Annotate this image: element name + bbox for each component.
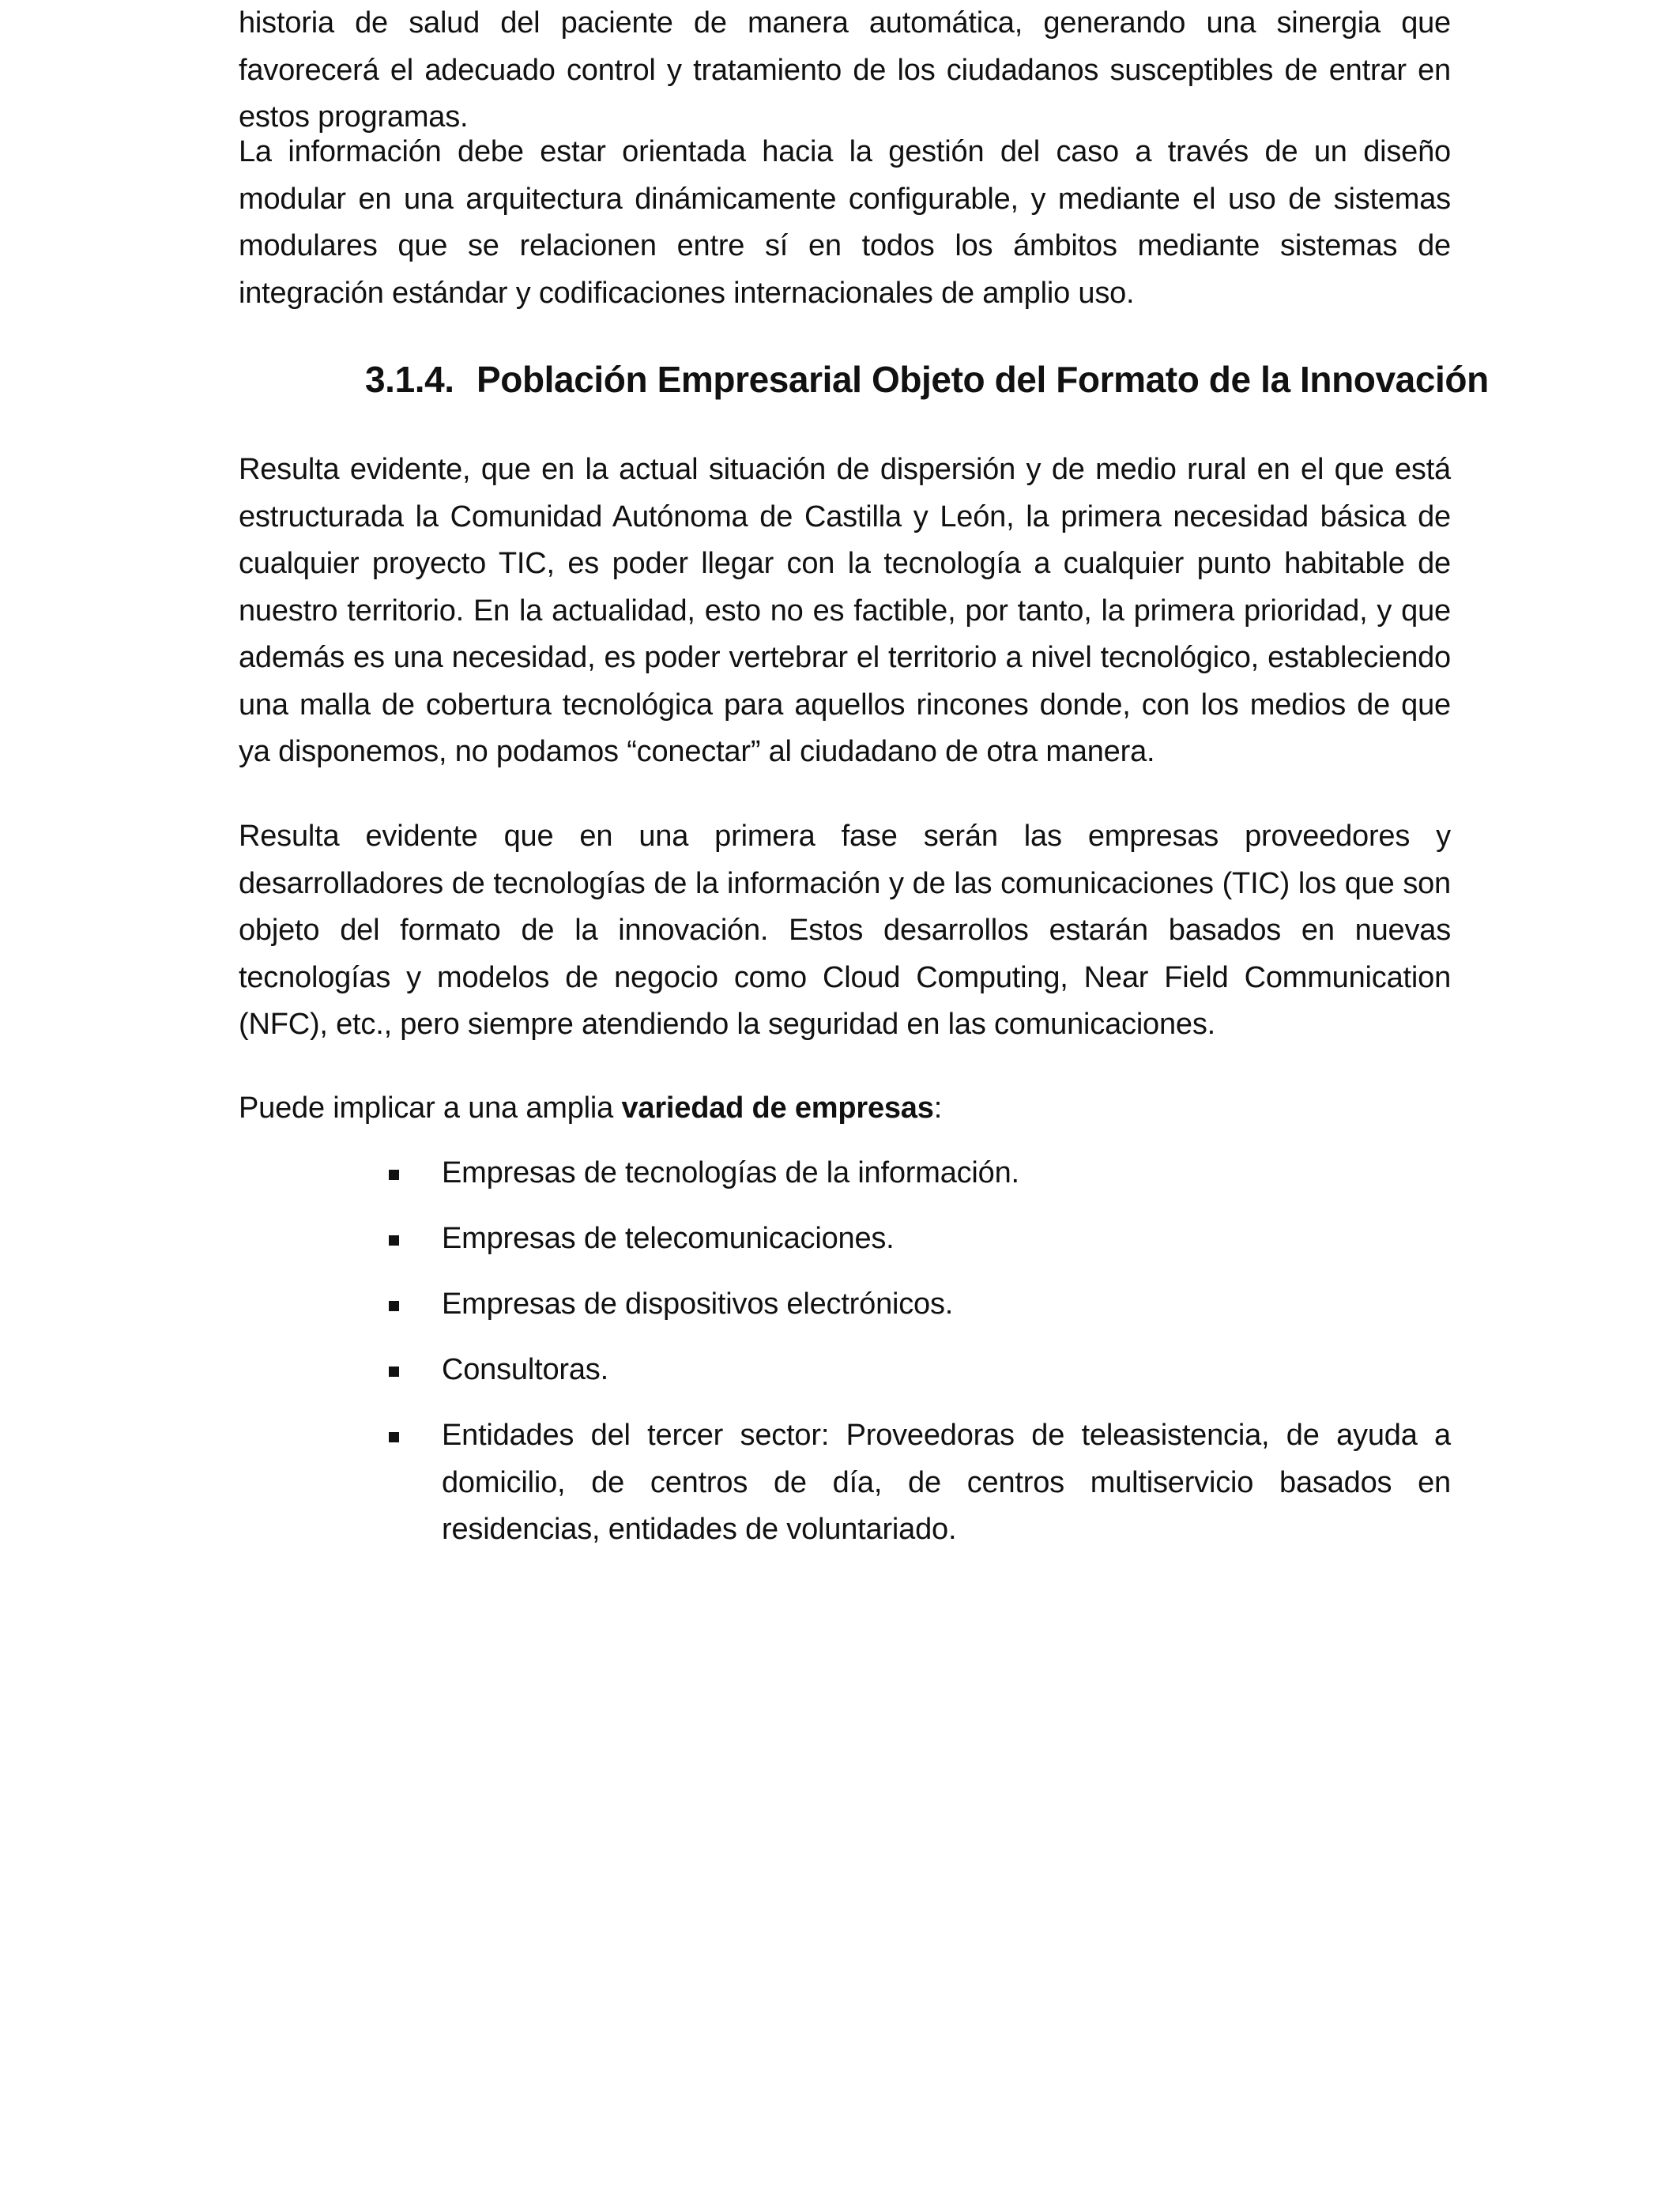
paragraph-historia-salud: historia de salud del paciente de manera automática, generando una sinergia que favorecerá el adecuado control y tratamiento de los ciudadanos susceptibles de entrar en estos programas.	[239, 6, 1451, 134]
paragraph-variedad-empresas	[239, 1085, 942, 1133]
list-item	[239, 1412, 1451, 1554]
square-bullet-icon	[389, 1367, 399, 1377]
square-bullet-icon	[389, 1170, 399, 1180]
bold-text: variedad de empresas	[621, 1091, 934, 1125]
list-item-text: Empresas de telecomunicaciones.	[442, 1222, 895, 1255]
section-heading-3-1-4	[365, 353, 1489, 405]
list-item-text: Entidades del tercer sector: Proveedoras de teleasistencia, de ayuda a domicilio, de centros de día, de centros multiservicio basados en residencias, entidades de voluntariado.	[442, 1419, 1451, 1546]
square-bullet-icon	[389, 1432, 399, 1442]
intro-text: Puede implicar a una amplia	[239, 1091, 622, 1125]
list-item	[239, 1216, 1451, 1263]
paragraph-primera-fase: Resulta evidente que en una primera fase serán las empresas proveedores y desarrolladores de tecnologías de la información y de las comunicaciones (TIC) los que son objeto del formato de la innovación. Estos desarrollos estarán basados en nuevas tecnologías y modelos de negocio como Cloud Computing, Near Field Communication (NFC), etc., pero siempre atendiendo la seguridad en las comunicaciones.	[239, 820, 1451, 1041]
empresas-bullet-list	[239, 1150, 1451, 1572]
paragraph-informacion-orientada: La información debe estar orientada hacia la gestión del caso a través de un diseño modular en una arquitectura dinámicamente configurable, y mediante el uso de sistemas modulares que se relacionen entre sí en todos los ámbitos mediante sistemas de integración estándar y codificaciones internacionales de amplio uso.	[239, 135, 1451, 310]
list-item-text: Empresas de tecnologías de la información.	[442, 1156, 1019, 1189]
list-item	[239, 1347, 1451, 1394]
section-title: Población Empresarial Objeto del Formato de la Innovación	[477, 359, 1489, 400]
list-item	[239, 1150, 1451, 1197]
section-number: 3.1.4.	[365, 359, 454, 400]
list-item-text: Consultoras.	[442, 1353, 608, 1386]
paragraph-dispersion-rural: Resulta evidente, que en la actual situación de dispersión y de medio rural en el que está estructurada la Comunidad Autónoma de Castilla y León, la primera necesidad básica de cualquier proyecto TIC, es poder llegar con la tecnología a cualquier punto habitable de nuestro territorio. En la actualidad, esto no es factible, por tanto, la primera prioridad, y que además es una necesidad, es poder vertebrar el territorio a nivel tecnológico, estableciendo una malla de cobertura tecnológica para aquellos rincones donde, con los medios de que ya disponemos, no podamos “conectar” al ciudadano de otra manera.	[239, 453, 1451, 768]
list-item-text: Empresas de dispositivos electrónicos.	[442, 1287, 954, 1321]
list-item	[239, 1281, 1451, 1329]
square-bullet-icon	[389, 1235, 399, 1246]
square-bullet-icon	[389, 1301, 399, 1311]
colon-text: :	[933, 1091, 943, 1125]
